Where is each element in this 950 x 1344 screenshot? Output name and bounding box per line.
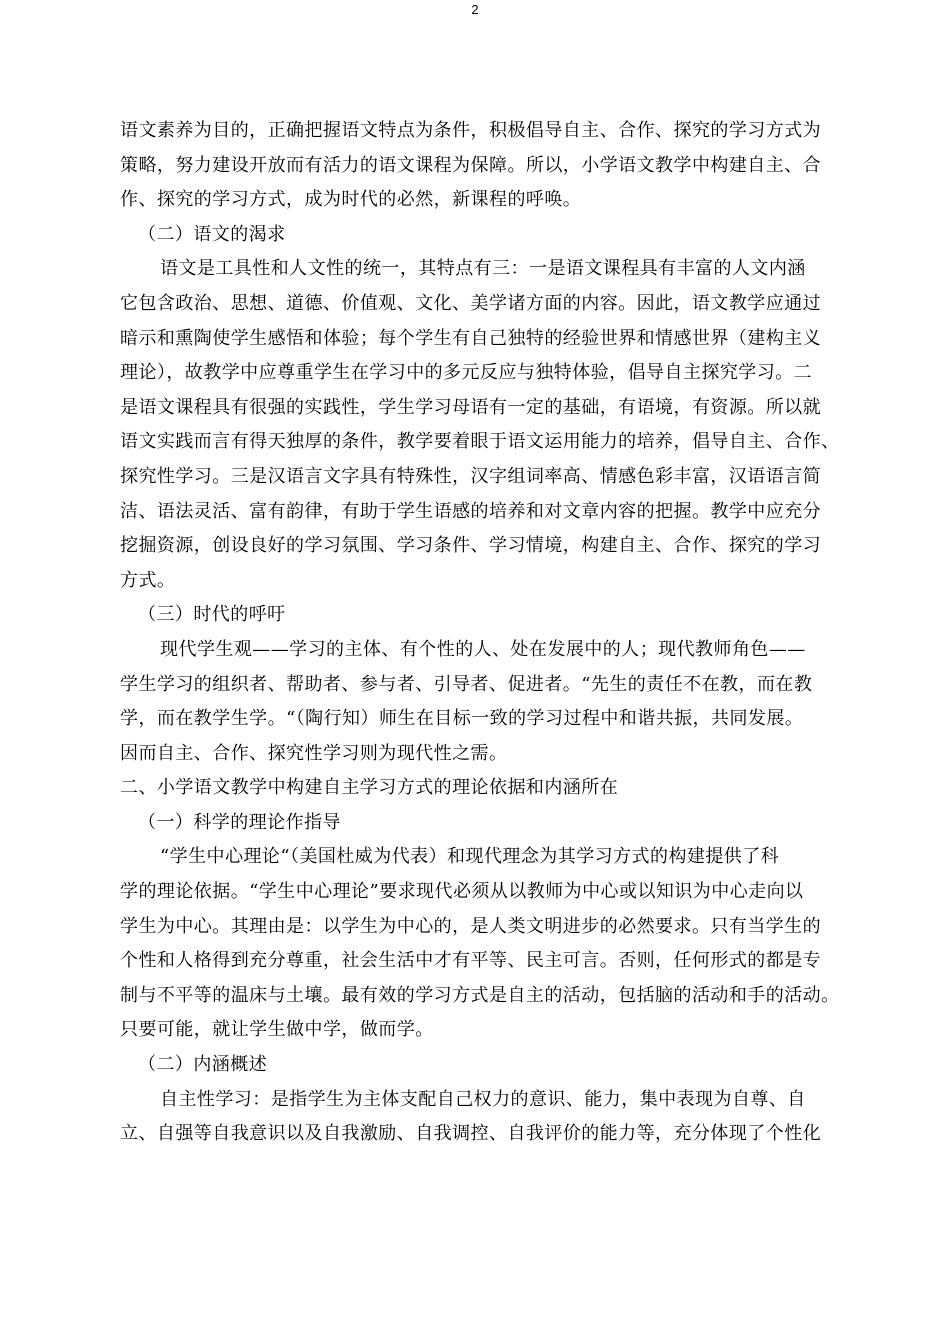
text-line: 策略，努力建设开放而有活力的语文课程为保障。所以，小学语文教学中构建自主、合 bbox=[120, 154, 822, 176]
page-number: 2 bbox=[471, 2, 479, 17]
text-line: 学生为中心。其理由是：以学生为中心的，是人类文明进步的必然要求。只有当学生的 bbox=[120, 915, 822, 937]
text-line: 立、自强等自我意识以及自我激励、自我调控、自我评价的能力等，充分体现了个性化 bbox=[120, 1123, 822, 1145]
text-line: 作、探究的学习方式，成为时代的必然，新课程的呼唤。 bbox=[120, 189, 582, 211]
text-line: 只要可能，就让学生做中学，做而学。 bbox=[120, 1019, 434, 1041]
text-line: 语文素养为目的，正确把握语文特点为条件，积极倡导自主、合作、探究的学习方式为 bbox=[120, 120, 822, 141]
text-line: 个性和人格得到充分尊重，社会生活中才有平等、民主可言。否则，任何形式的都是专 bbox=[120, 950, 822, 972]
section-heading: （三）时代的呼吁 bbox=[138, 604, 286, 626]
text-line: 制与不平等的温床与土壤。最有效的学习方式是自主的活动，包括脑的活动和手的活动。 bbox=[120, 984, 840, 1006]
document-body bbox=[120, 114, 850, 1152]
text-line: 挖掘资源，创设良好的学习氛围、学习条件、学习情境，构建自主、合作、探究的学习 bbox=[120, 535, 822, 557]
section-heading: （二）内涵概述 bbox=[138, 1054, 268, 1076]
text-line: 语文是工具性和人文性的统一，其特点有三：一是语文课程具有丰富的人文内涵 bbox=[160, 258, 806, 280]
text-line: 现代学生观——学习的主体、有个性的人、处在发展中的人；现代教师角色—— bbox=[160, 638, 806, 660]
text-line: 暗示和熏陶使学生感悟和体验；每个学生有自己独特的经验世界和情感世界（建构主义 bbox=[120, 327, 822, 349]
text-line: 二、小学语文教学中构建自主学习方式的理论依据和内涵所在 bbox=[120, 777, 619, 799]
text-line: 方式。 bbox=[120, 569, 176, 591]
text-line: 它包含政治、思想、道德、价值观、文化、美学诸方面的内容。因此，语文教学应通过 bbox=[120, 292, 822, 314]
section-heading: （一）科学的理论作指导 bbox=[138, 811, 341, 833]
text-line: 探究性学习。三是汉语言文字具有特殊性，汉字组词率高、情感色彩丰富，汉语语言简 bbox=[120, 465, 822, 487]
text-line: 是语文课程具有很强的实践性，学生学习母语有一定的基础，有语境，有资源。所以就 bbox=[120, 396, 822, 418]
text-line: 洁、语法灵活、富有韵律，有助于学生语感的培养和对文章内容的把握。教学中应充分 bbox=[120, 500, 822, 522]
text-line: 学生学习的组织者、帮助者、参与者、引导者、促进者。“先生的责任不在教，而在教 bbox=[120, 673, 813, 695]
text-line: 因而自主、合作、探究性学习则为现代性之需。 bbox=[120, 742, 508, 764]
text-line: 语文实践而言有得天独厚的条件，教学要着眼于语文运用能力的培养，倡导自主、合作、 bbox=[120, 431, 840, 453]
text-line: 理论），故教学中应尊重学生在学习中的多元反应与独特体验，倡导自主探究学习。二 bbox=[120, 362, 813, 384]
text-line: “学生中心理论“（美国杜威为代表）和现代理念为其学习方式的构建提供了科 bbox=[160, 846, 780, 868]
text-line: 自主性学习：是指学生为主体支配自己权力的意识、能力，集中表现为自尊、自 bbox=[160, 1088, 806, 1110]
section-heading: （二）语文的渴求 bbox=[138, 223, 286, 245]
text-line: 学，而在教学生学。“（陶行知）师生在目标一致的学习过程中和谐共振，共同发展。 bbox=[120, 708, 804, 730]
text-line: 学的理论依据。“学生中心理论”要求现代必须从以教师为中心或以知识为中心走向以 bbox=[120, 881, 804, 903]
